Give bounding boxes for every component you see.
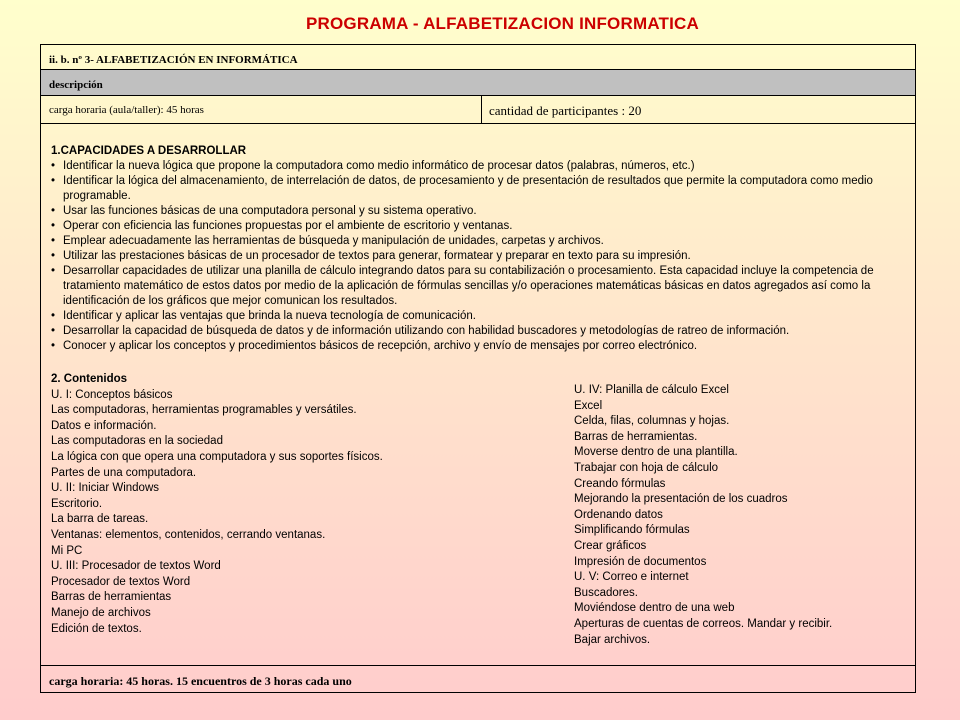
contents-left-column xyxy=(51,372,551,637)
content-line: Bajar archivos. xyxy=(574,633,651,646)
content-line: Escritorio. xyxy=(51,497,103,510)
capacity-item: • Conocer y aplicar los conceptos y procedimientos básicos de recepción, archivo y envío de mensajes por correo electrónico. xyxy=(51,339,909,354)
contents-heading: 2. Contenidos xyxy=(51,373,128,385)
content-line: Mi PC xyxy=(51,544,83,557)
page-title: PROGRAMA - ALFABETIZACION INFORMATICA xyxy=(305,14,699,33)
content-line: Aperturas de cuentas de correos. Mandar y recibir. xyxy=(574,617,833,630)
content-line: Partes de una computadora. xyxy=(51,466,197,479)
content-line: Moviéndose dentro de una web xyxy=(574,602,735,615)
capacity-item: • Desarrollar la capacidad de búsqueda de datos y de información utilizando con habilidad buscadores y metodologías de ratreo de información. xyxy=(51,324,909,339)
content-line: Las computadoras en la sociedad xyxy=(51,435,223,448)
content-line: Moverse dentro de una plantilla. xyxy=(574,446,738,459)
contents-right-column xyxy=(574,383,904,648)
content-line: Celda, filas, columnas y hojas. xyxy=(574,415,730,428)
capacity-item: • Identificar y aplicar las ventajas que brinda la nueva tecnología de comunicación. xyxy=(51,309,909,324)
content-line: La barra de tareas. xyxy=(51,513,149,526)
content-line: Simplificando fórmulas xyxy=(574,524,690,537)
content-line: Datos e información. xyxy=(51,419,157,432)
content-line: Las computadoras, herramientas programables y versátiles. xyxy=(51,404,357,417)
capacity-item: • Emplear adecuadamente las herramientas de búsqueda y manipulación de unidades, carpetas y archivos. xyxy=(51,234,909,249)
capacity-item: • Desarrollar capacidades de utilizar una planilla de cálculo integrando datos para su contabilización o procesamiento. Esta capacidad incluye la competencia de tratamiento matemático de estos datos por medio de la aplicación de fórmulas sencillas y/o operaciones matemáticas básicas en datos agregados así como la identificación de los gráficos que mejor comunican los resultados. xyxy=(51,264,909,309)
content-line: Barras de herramientas. xyxy=(574,430,698,443)
capacity-item: • Identificar la nueva lógica que propone la computadora como medio informático de procesar datos (palabras, números, etc.) xyxy=(51,159,909,174)
content-line: Ordenando datos xyxy=(574,508,663,521)
content-line: Mejorando la presentación de los cuadros xyxy=(574,493,788,506)
content-line: Edición de textos. xyxy=(51,622,142,635)
content-line: La lógica con que opera una computadora y sus soportes físicos. xyxy=(51,450,383,463)
content-line: Impresión de documentos xyxy=(574,555,707,568)
content-line: Crear gráficos xyxy=(574,539,647,552)
content-line: U. IV: Planilla de cálculo Excel xyxy=(574,384,729,396)
description-header-row: descripción xyxy=(40,69,916,96)
content-line: Procesador de textos Word xyxy=(51,575,191,588)
content-line: Excel xyxy=(574,399,603,412)
capacity-item: • Identificar la lógica del almacenamiento, de interrelación de datos, de procesamiento y de presentación de resultados que permite la computadora como medio programable. xyxy=(51,174,909,204)
content-line: Creando fórmulas xyxy=(574,477,666,490)
capacity-item: • Operar con eficiencia las funciones propuestas por el ambiente de escritorio y ventanas. xyxy=(51,219,909,234)
program-content-cell xyxy=(40,123,916,666)
content-line: U. III: Procesador de textos Word xyxy=(51,560,221,573)
content-line: Manejo de archivos xyxy=(51,606,151,619)
program-code-row: ii. b. nº 3- ALFABETIZACIÓN EN INFORMÁTICA xyxy=(40,44,916,70)
footer-hours-row: carga horaria: 45 horas. 15 encuentros de 3 horas cada uno xyxy=(40,665,916,693)
content-line: Trabajar con hoja de cálculo xyxy=(574,461,719,474)
cell-divider xyxy=(481,96,482,123)
content-line: Barras de herramientas xyxy=(51,591,172,604)
capacity-item: • Utilizar las prestaciones básicas de un procesador de textos para generar, formatear y preparar en texto para su impresión. xyxy=(51,249,909,264)
hours-participants-row xyxy=(40,95,916,124)
capacities-section xyxy=(51,144,909,354)
content-line: U. II: Iniciar Windows xyxy=(51,482,159,495)
content-line: U. V: Correo e internet xyxy=(574,571,689,584)
content-line: Buscadores. xyxy=(574,586,638,599)
content-line: U. I: Conceptos básicos xyxy=(51,388,173,401)
capacity-item: • Usar las funciones básicas de una computadora personal y su sistema operativo. xyxy=(51,204,909,219)
capacities-heading: 1.CAPACIDADES A DESARROLLAR xyxy=(51,145,247,157)
participants-cell: cantidad de participantes : 20 xyxy=(489,103,642,118)
carga-horaria-cell: carga horaria (aula/taller): 45 horas xyxy=(49,104,204,116)
content-line: Ventanas: elementos, contenidos, cerrando ventanas. xyxy=(51,528,326,541)
